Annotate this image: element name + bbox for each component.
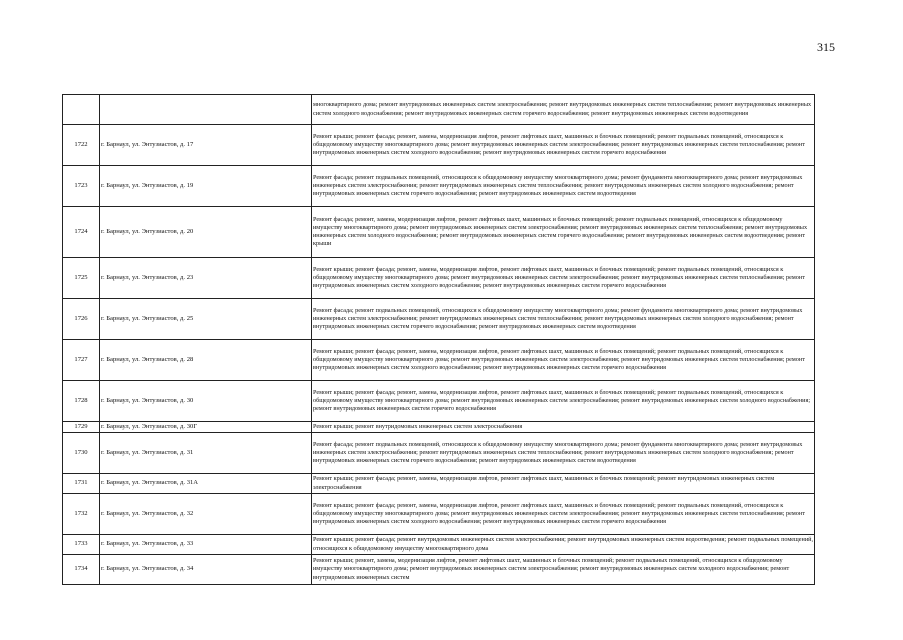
repair-works-table — [62, 94, 815, 585]
row-address: г. Барнаул, ул. Энтузиастов, д. 28 — [100, 340, 312, 381]
row-works: Ремонт крыши; ремонт, замена, модернизация лифтов, ремонт лифтовых шахт, машинных и блочных помещений; ремонт подвальных помещений, относящихся к общедомовому имуществу многоквартирного дома; ремонт внутридомовых инженерных систем электроснабжения; ремонт внутридомовых инженерных систем холодного водоснабжения; ремонт внутридомовых инженерных систем — [312, 555, 815, 585]
row-address: г. Барнаул, ул. Энтузиастов, д. 32 — [100, 494, 312, 535]
row-number: 1726 — [63, 299, 100, 340]
table-row — [63, 340, 815, 381]
table-row — [63, 95, 815, 125]
row-number: 1727 — [63, 340, 100, 381]
row-works: Ремонт крыши; ремонт фасада; ремонт, замена, модернизация лифтов, ремонт лифтовых шахт, машинных и блочных помещений; ремонт подвальных помещений, относящихся к общедомовому имуществу многоквартирного дома; ремонт внутридомовых инженерных систем электроснабжения; ремонт внутридомовых инженерных систем теплоснабжения; ремонт внутридомовых инженерных систем холодного водоснабжения; ремонт внутридомовых инженерных систем горячего водоснабжения — [312, 340, 815, 381]
row-number: 1725 — [63, 258, 100, 299]
table-row — [63, 535, 815, 555]
row-number: 1730 — [63, 433, 100, 474]
table-row — [63, 494, 815, 535]
row-address: г. Барнаул, ул. Энтузиастов, д. 20 — [100, 207, 312, 258]
row-number: 1723 — [63, 166, 100, 207]
row-address — [100, 95, 312, 125]
row-works: Ремонт крыши; ремонт фасада; ремонт, замена, модернизация лифтов, ремонт лифтовых шахт, машинных и блочных помещений; ремонт подвальных помещений, относящихся к общедомовому имуществу многоквартирного дома; ремонт внутридомовых инженерных систем электроснабжения; ремонт внутридомовых инженерных систем холодного водоснабжения; ремонт внутридомовых инженерных систем горячего водоснабжения — [312, 381, 815, 422]
table-row — [63, 474, 815, 494]
row-works: многоквартирного дома; ремонт внутридомовых инженерных систем электроснабжения; ремонт внутридомовых инженерных систем теплоснабжения; ремонт внутридомовых инженерных систем холодного водоснабжения; ремонт внутридомовых инженерных систем горячего водоснабжения; ремонт внутридомовых инженерных систем водоотведения — [312, 95, 815, 125]
row-address: г. Барнаул, ул. Энтузиастов, д. 31А — [100, 474, 312, 494]
table-row — [63, 258, 815, 299]
row-number: 1722 — [63, 125, 100, 166]
row-number: 1731 — [63, 474, 100, 494]
row-works: Ремонт фасада; ремонт, замена, модернизация лифтов, ремонт лифтовых шахт, машинных и блочных помещений; ремонт подвальных помещений, относящихся к общедомовому имуществу многоквартирного дома; ремонт внутридомовых инженерных систем электроснабжения; ремонт внутридомовых инженерных систем теплоснабжения; ремонт внутридомовых инженерных систем холодного водоснабжения; ремонт внутридомовых инженерных систем горячего водоснабжения; ремонт внутридомовых инженерных систем водоотведения; ремонт крыши — [312, 207, 815, 258]
row-number: 1728 — [63, 381, 100, 422]
row-number: 1724 — [63, 207, 100, 258]
row-number: 1733 — [63, 535, 100, 555]
row-address: г. Барнаул, ул. Энтузиастов, д. 33 — [100, 535, 312, 555]
table-row — [63, 299, 815, 340]
row-works: Ремонт крыши; ремонт фасада; ремонт, замена, модернизация лифтов, ремонт лифтовых шахт, машинных и блочных помещений; ремонт подвальных помещений, относящихся к общедомовому имуществу многоквартирного дома; ремонт внутридомовых инженерных систем электроснабжения; ремонт внутридомовых инженерных систем теплоснабжения; ремонт внутридомовых инженерных систем холодного водоснабжения; ремонт внутридомовых инженерных систем горячего водоснабжения — [312, 258, 815, 299]
page-number: 315 — [817, 40, 835, 54]
row-number: 1732 — [63, 494, 100, 535]
row-address: г. Барнаул, ул. Энтузиастов, д. 31 — [100, 433, 312, 474]
row-address: г. Барнаул, ул. Энтузиастов, д. 23 — [100, 258, 312, 299]
row-address: г. Барнаул, ул. Энтузиастов, д. 25 — [100, 299, 312, 340]
row-number: 1729 — [63, 422, 100, 433]
row-works: Ремонт крыши; ремонт фасада; ремонт, замена, модернизация лифтов, ремонт лифтовых шахт, машинных и блочных помещений; ремонт подвальных помещений, относящихся к общедомовому имуществу многоквартирного дома; ремонт внутридомовых инженерных систем электроснабжения; ремонт внутридомовых инженерных систем теплоснабжения; ремонт внутридомовых инженерных систем холодного водоснабжения; ремонт внутридомовых инженерных систем горячего водоснабжения — [312, 494, 815, 535]
row-works: Ремонт фасада; ремонт подвальных помещений, относящихся к общедомовому имуществу многоквартирного дома; ремонт фундамента многоквартирного дома; ремонт внутридомовых инженерных систем электроснабжения; ремонт внутридомовых инженерных систем теплоснабжения; ремонт внутридомовых инженерных систем холодного водоснабжения; ремонт внутридомовых инженерных систем горячего водоснабжения; ремонт внутридомовых инженерных систем водоотведения — [312, 433, 815, 474]
row-address: г. Барнаул, ул. Энтузиастов, д. 19 — [100, 166, 312, 207]
row-address: г. Барнаул, ул. Энтузиастов, д. 34 — [100, 555, 312, 585]
table-row — [63, 381, 815, 422]
row-address: г. Барнаул, ул. Энтузиастов, д. 30 — [100, 381, 312, 422]
row-address: г. Барнаул, ул. Энтузиастов, д. 17 — [100, 125, 312, 166]
table-row — [63, 555, 815, 585]
row-works: Ремонт крыши; ремонт фасада; ремонт, замена, модернизация лифтов, ремонт лифтовых шахт, машинных и блочных помещений; ремонт внутридомовых инженерных систем электроснабжения — [312, 474, 815, 494]
table-row — [63, 166, 815, 207]
table-row — [63, 207, 815, 258]
row-works: Ремонт фасада; ремонт подвальных помещений, относящихся к общедомовому имуществу многоквартирного дома; ремонт фундамента многоквартирного дома; ремонт внутридомовых инженерных систем электроснабжения; ремонт внутридомовых инженерных систем теплоснабжения; ремонт внутридомовых инженерных систем холодного водоснабжения; ремонт внутридомовых инженерных систем горячего водоснабжения; ремонт внутридомовых инженерных систем водоотведения — [312, 166, 815, 207]
row-address: г. Барнаул, ул. Энтузиастов, д. 30Г — [100, 422, 312, 433]
table-row — [63, 125, 815, 166]
row-works: Ремонт крыши; ремонт внутридомовых инженерных систем электроснабжения — [312, 422, 815, 433]
row-number: 1734 — [63, 555, 100, 585]
row-works: Ремонт фасада; ремонт подвальных помещений, относящихся к общедомовому имуществу многоквартирного дома; ремонт фундамента многоквартирного дома; ремонт внутридомовых инженерных систем электроснабжения; ремонт внутридомовых инженерных систем теплоснабжения; ремонт внутридомовых инженерных систем холодного водоснабжения; ремонт внутридомовых инженерных систем горячего водоснабжения; ремонт внутридомовых инженерных систем водоотведения — [312, 299, 815, 340]
row-works: Ремонт крыши; ремонт фасада; ремонт, замена, модернизация лифтов, ремонт лифтовых шахт, машинных и блочных помещений; ремонт подвальных помещений, относящихся к общедомовому имуществу многоквартирного дома; ремонт внутридомовых инженерных систем электроснабжения; ремонт внутридомовых инженерных систем теплоснабжения; ремонт внутридомовых инженерных систем холодного водоснабжения; ремонт внутридомовых инженерных систем горячего водоснабжения — [312, 125, 815, 166]
row-number — [63, 95, 100, 125]
row-works: Ремонт крыши; ремонт фасада; ремонт внутридомовых инженерных систем электроснабжения; ремонт внутридомовых инженерных систем водоотведения; ремонт подвальных помещений, относящихся к общедомовому имуществу многоквартирного дома — [312, 535, 815, 555]
table-row — [63, 433, 815, 474]
table-row — [63, 422, 815, 433]
